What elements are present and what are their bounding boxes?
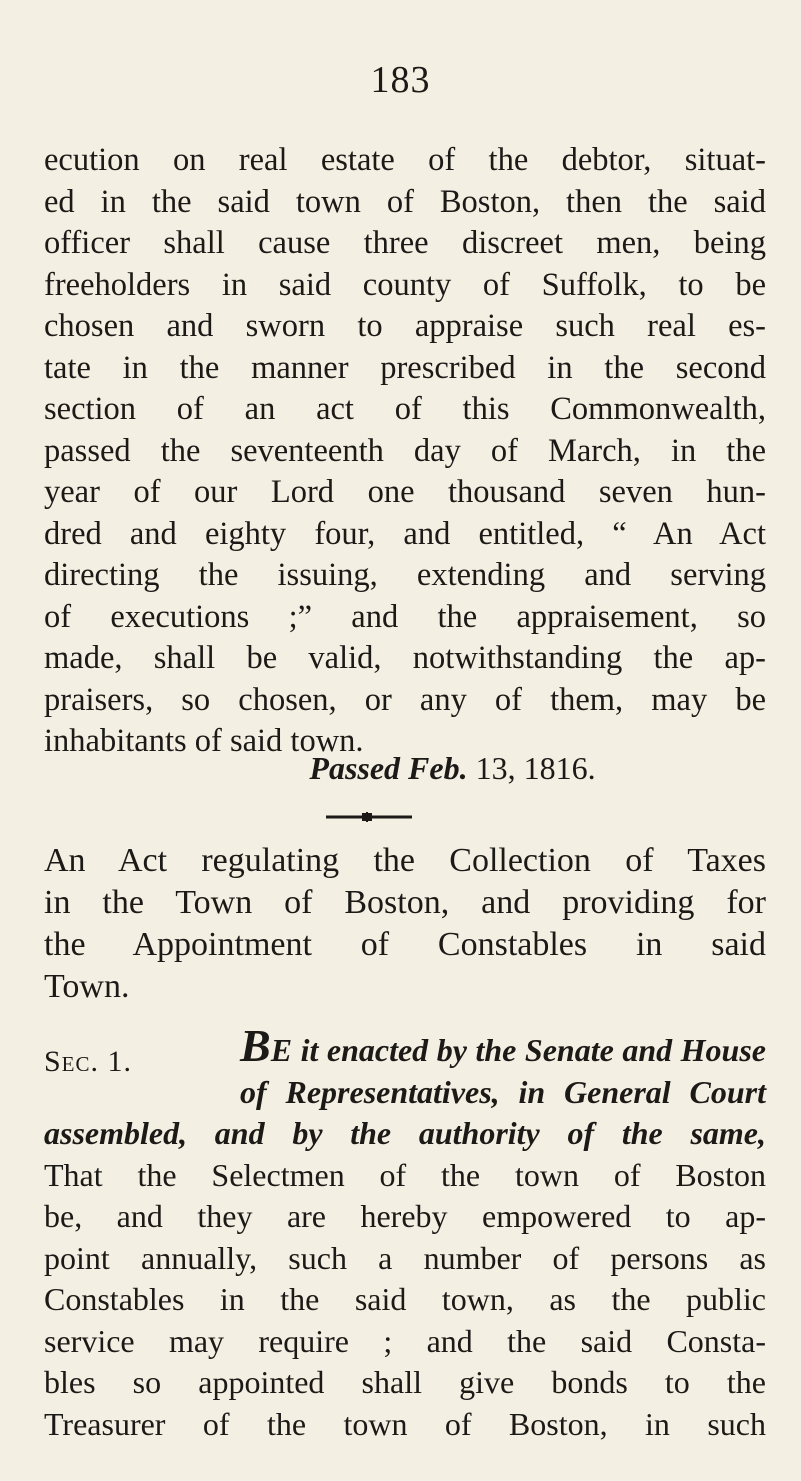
text-line: dred and eighty four, and entitled, “ An Act <box>44 515 766 552</box>
act-title-line: An Act regulating the Collection of Taxes <box>44 842 766 879</box>
text-line: That the Selectmen of the town of Boston <box>44 1156 766 1193</box>
text-line: ed in the said town of Boston, then the said <box>44 183 766 220</box>
text-line: inhabitants of said town. <box>44 723 364 759</box>
act-title-line: the Appointment of Constables in said <box>44 926 766 963</box>
text-line: passed the seventeenth day of March, in the <box>44 432 766 469</box>
enacting-clause-line: assembled, and by the authority of the same, <box>44 1115 766 1151</box>
text-line: year of our Lord one thousand seven hun- <box>44 474 766 510</box>
drop-cap: B <box>240 1020 271 1071</box>
text-line: praisers, so chosen, or any of them, may be <box>44 681 766 718</box>
text-line: Treasurer of the town of Boston, in such <box>44 1405 766 1442</box>
section-label: Sec. 1. <box>44 1045 133 1078</box>
text-line: directing the issuing, extending and serving <box>44 557 766 593</box>
text-line: freeholders in said county of Suffolk, to be <box>44 266 766 303</box>
page-number: 183 <box>370 59 431 101</box>
section-divider-ornament <box>326 812 412 822</box>
text-line: tate in the manner prescribed in the second <box>44 349 766 386</box>
passed-date-value: 13, 1816. <box>475 750 596 786</box>
act-title-line: Town. <box>44 968 130 1005</box>
text-line: ecution on real estate of the debtor, situat- <box>44 142 766 178</box>
text-line: made, shall be valid, notwithstanding the ap- <box>44 640 766 676</box>
text-line: bles so appointed shall give bonds to the <box>44 1364 766 1400</box>
act-title <box>44 840 766 1008</box>
passed-date <box>0 750 801 787</box>
text-line: of executions ;” and the appraisement, so <box>44 598 766 635</box>
text-line: section of an act of this Commonwealth, <box>44 391 766 427</box>
text-line: be, and they are hereby empowered to ap- <box>44 1198 766 1234</box>
passed-label: Passed Feb. <box>309 750 468 786</box>
text-line: chosen and sworn to appraise such real es- <box>44 308 766 344</box>
enacting-clause-line <box>44 1020 766 1072</box>
text-line: point annually, such a number of persons as <box>44 1239 766 1276</box>
text-line: service may require ; and the said Consta- <box>44 1322 766 1359</box>
paragraph-continuation <box>44 140 766 763</box>
enacting-clause-text: E it enacted by the Senate and House <box>270 1032 766 1068</box>
enacting-clause-line: of Representatives, in General Court <box>240 1073 766 1110</box>
text-line: Constables in the said town, as the public <box>44 1281 766 1317</box>
section-1-text <box>44 1020 766 1445</box>
text-line: officer shall cause three discreet men, being <box>44 225 766 261</box>
act-title-line: in the Town of Boston, and providing for <box>44 884 766 921</box>
